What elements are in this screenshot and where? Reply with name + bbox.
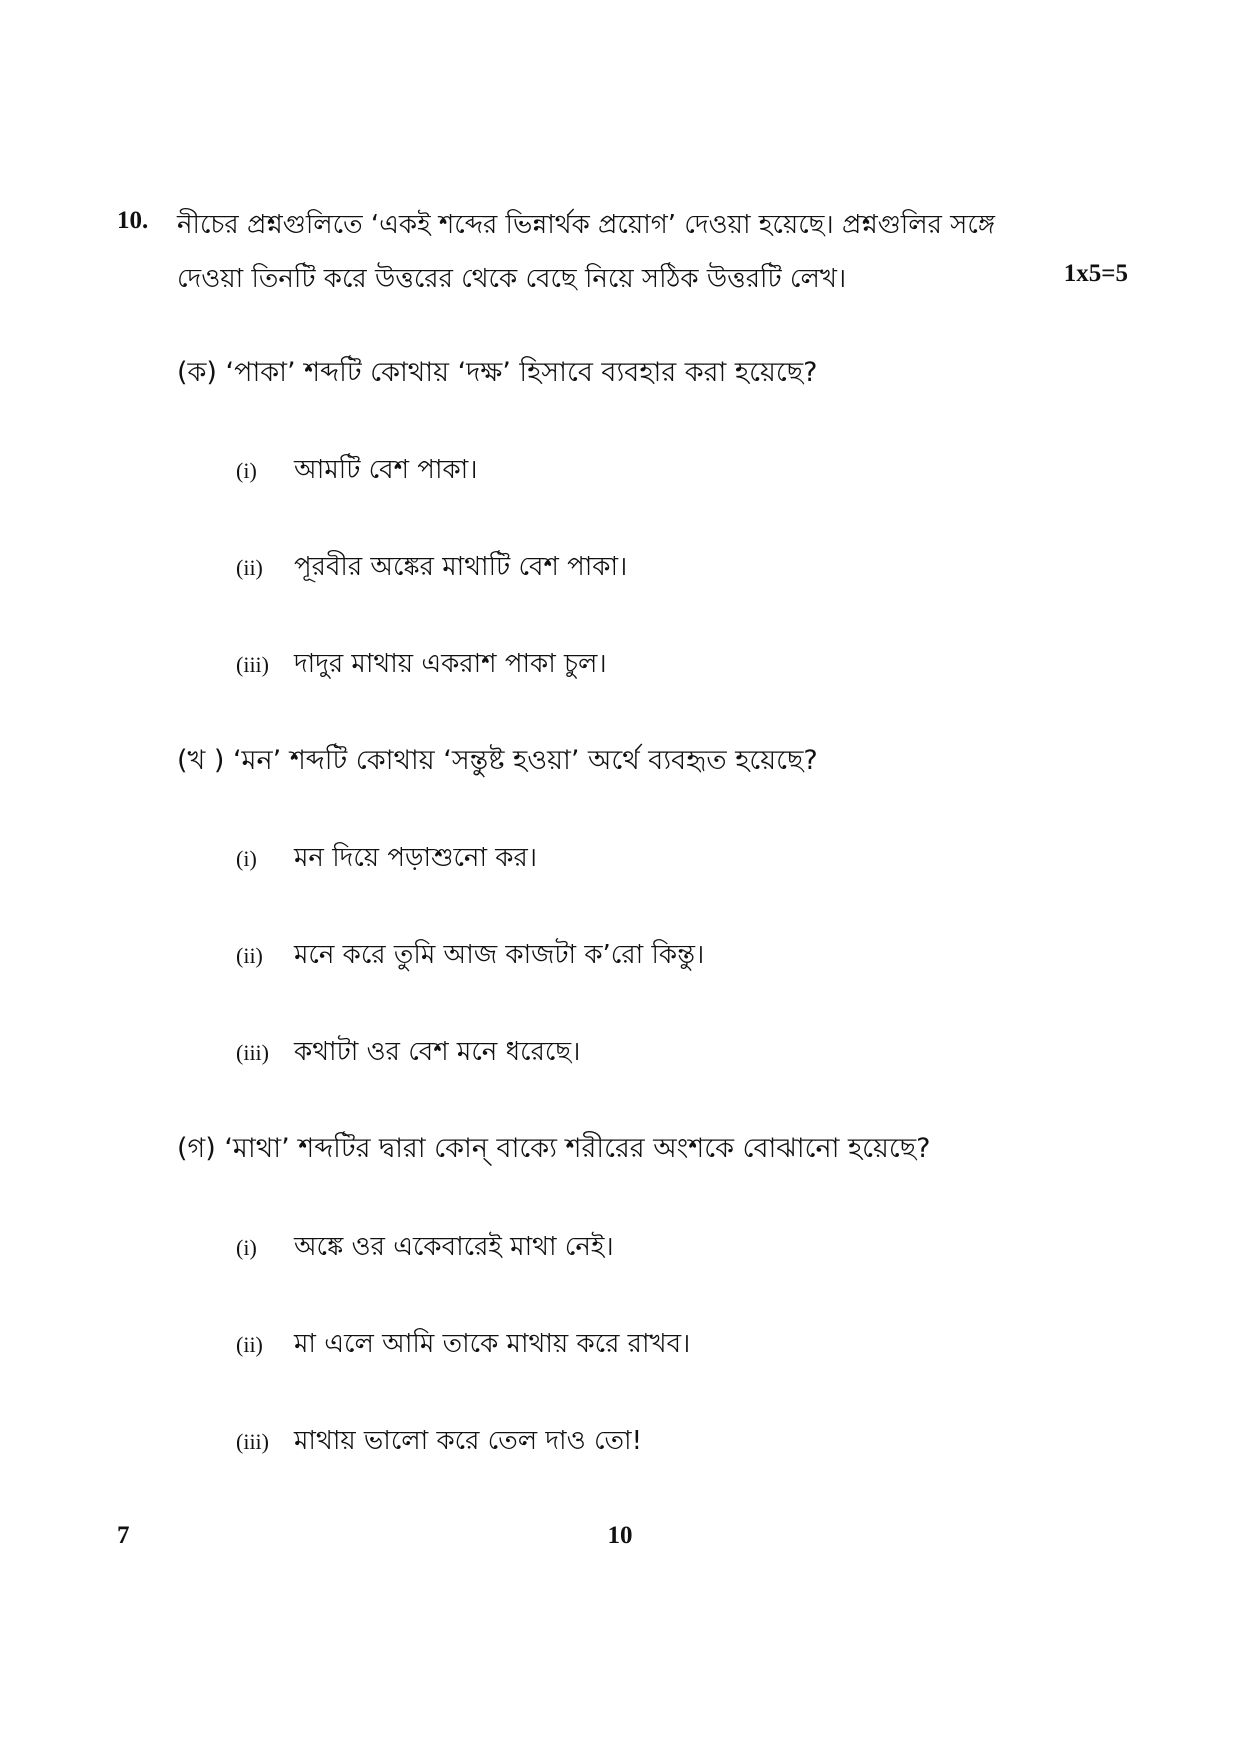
page-number: 10 — [607, 1522, 633, 1549]
option-ka-ii — [236, 546, 627, 590]
option-text: মা এলে আমি তাকে মাথায় করে রাখব। — [294, 1329, 691, 1359]
option-kha-ii — [236, 934, 704, 978]
option-text: কথাটা ওর বেশ মনে ধরেছে। — [294, 1037, 581, 1067]
option-text: মাথায় ভালো করে তেল দাও তো! — [294, 1426, 642, 1456]
option-ka-i — [236, 449, 478, 493]
option-label: (iii) — [236, 652, 269, 677]
option-kha-i — [236, 837, 537, 881]
question-number: 10. — [117, 207, 149, 234]
option-label: (ii) — [236, 555, 263, 580]
option-label: (i) — [236, 458, 257, 483]
option-label: (iii) — [236, 1429, 269, 1454]
question-instruction-line-1: নীচের প্রশ্নগুলিতে ‘একই শব্দের ভিন্নার্থক প্রয়োগ’ দেওয়া হয়েছে। প্রশ্নগুলির সঙ্গে — [177, 210, 996, 240]
subquestion-kha: (খ ) ‘মন’ শব্দটি কোথায় ‘সন্তুষ্ট হওয়া’ অর্থে ব্যবহৃত হয়েছে? — [177, 745, 818, 776]
option-ga-ii — [236, 1323, 690, 1367]
option-text: দাদুর মাথায় একরাশ পাকা চুল। — [294, 649, 607, 679]
option-kha-iii — [236, 1031, 580, 1075]
option-label: (ii) — [236, 943, 263, 968]
option-text: অঙ্কে ওর একেবারেই মাথা নেই। — [294, 1232, 614, 1262]
option-text: আমটি বেশ পাকা। — [294, 455, 478, 485]
option-label: (ii) — [236, 1332, 263, 1357]
option-ka-iii — [236, 643, 607, 687]
option-label: (iii) — [236, 1040, 269, 1065]
footer-code: 7 — [117, 1522, 130, 1549]
option-text: পূরবীর অঙ্কের মাথাটি বেশ পাকা। — [294, 552, 628, 582]
option-label: (i) — [236, 1235, 257, 1260]
question-instruction-line-2: দেওয়া তিনটি করে উত্তরের থেকে বেছে নিয়ে সঠিক উত্তরটি লেখ। — [177, 264, 847, 294]
subquestion-ka: (ক) ‘পাকা’ শব্দটি কোথায় ‘দক্ষ’ হিসাবে ব্যবহার করা হয়েছে? — [177, 357, 818, 388]
option-label: (i) — [236, 846, 257, 871]
option-ga-iii — [236, 1420, 642, 1464]
option-text: মন দিয়ে পড়াশুনো কর। — [294, 843, 538, 873]
subquestion-ga: (গ) ‘মাথা’ শব্দটির দ্বারা কোন্ বাক্যে শরীরের অংশকে বোঝানো হয়েছে? — [177, 1133, 931, 1164]
option-text: মনে করে তুমি আজ কাজটা ক’রো কিন্তু। — [294, 940, 705, 970]
option-ga-i — [236, 1226, 614, 1270]
question-marks: 1x5=5 — [1063, 260, 1128, 287]
